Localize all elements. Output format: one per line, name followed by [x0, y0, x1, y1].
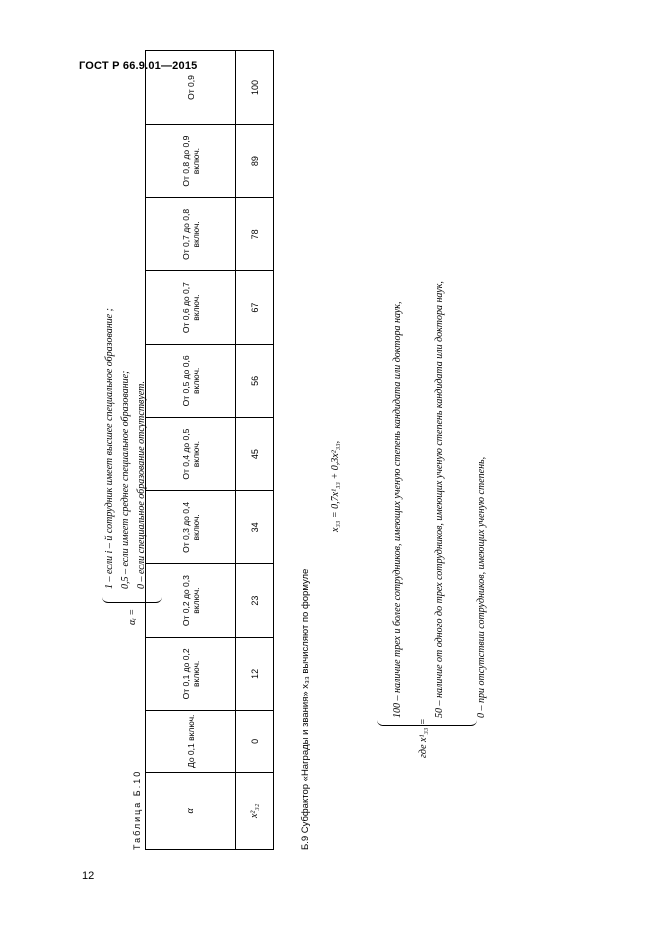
value-cell: 23	[236, 564, 274, 637]
header-cell: До 0,1 включ.	[146, 711, 236, 773]
where-case: 100 – наличие трех и более сотрудников, имеющих ученую степень кандидата или доктора наук,	[392, 301, 403, 718]
value-cell: 34	[236, 491, 274, 564]
value-cell: 89	[236, 125, 274, 198]
header-cell: От 0,2 до 0,3 включ.	[146, 564, 236, 637]
page-number: 12	[82, 870, 95, 882]
table-value-row	[236, 51, 274, 850]
data-table	[145, 50, 274, 850]
value-cell: 56	[236, 344, 274, 417]
alpha-case: 0,5 – если имеет среднее специальное образование;	[120, 370, 131, 589]
alpha-case: 1 – если i – й сотрудник имеет высшее специальное образование ;	[104, 308, 115, 589]
header-cell: От 0,8 до 0,9 включ.	[146, 125, 236, 198]
header-cell: От 0,4 до 0,5 включ.	[146, 418, 236, 491]
document-header: ГОСТ Р 66.9.01—2015	[79, 60, 198, 72]
formula: x₃₃ = 0,7x¹₃₃ + 0,3x²₃₃,	[330, 440, 341, 532]
header-cell: От 0,3 до 0,4 включ.	[146, 491, 236, 564]
table-caption: Таблица Б.10	[132, 769, 142, 850]
where-case: 0 – при отсутствии сотрудников, имеющих ученую степень,	[476, 456, 487, 718]
alpha-lhs: αᵢ =	[127, 608, 138, 625]
where-cases	[377, 281, 503, 718]
table-header-row	[146, 51, 236, 850]
header-cell: От 0,1 до 0,2 включ.	[146, 637, 236, 710]
value-symbol: x²₃₂	[236, 772, 274, 849]
header-cell: От 0,9	[146, 51, 236, 125]
value-cell: 12	[236, 637, 274, 710]
header-symbol: α	[146, 772, 236, 849]
value-cell: 0	[236, 711, 274, 773]
header-cell: От 0,5 до 0,6 включ.	[146, 344, 236, 417]
header-cell: От 0,7 до 0,8 включ.	[146, 198, 236, 271]
alpha-case: 0 – если специальное образование отсутствует.	[136, 381, 147, 589]
value-cell: 45	[236, 418, 274, 491]
rotated-content	[40, 50, 510, 850]
subfactor-paragraph: Б.9 Субфактор «Награды и звания» x₃₃ вычисляют по формуле	[300, 568, 311, 850]
alpha-cases	[102, 308, 150, 589]
where-lhs: где x¹₃₃ =	[418, 718, 429, 758]
header-cell: От 0,6 до 0,7 включ.	[146, 271, 236, 344]
where-case: 50 – наличие от одного до трех сотрудников, имеющих ученую степень кандидата или доктора наук,	[434, 281, 445, 718]
value-cell: 78	[236, 198, 274, 271]
value-cell: 67	[236, 271, 274, 344]
left-brace	[377, 717, 477, 726]
value-cell: 100	[236, 51, 274, 125]
where-definition	[375, 118, 485, 758]
